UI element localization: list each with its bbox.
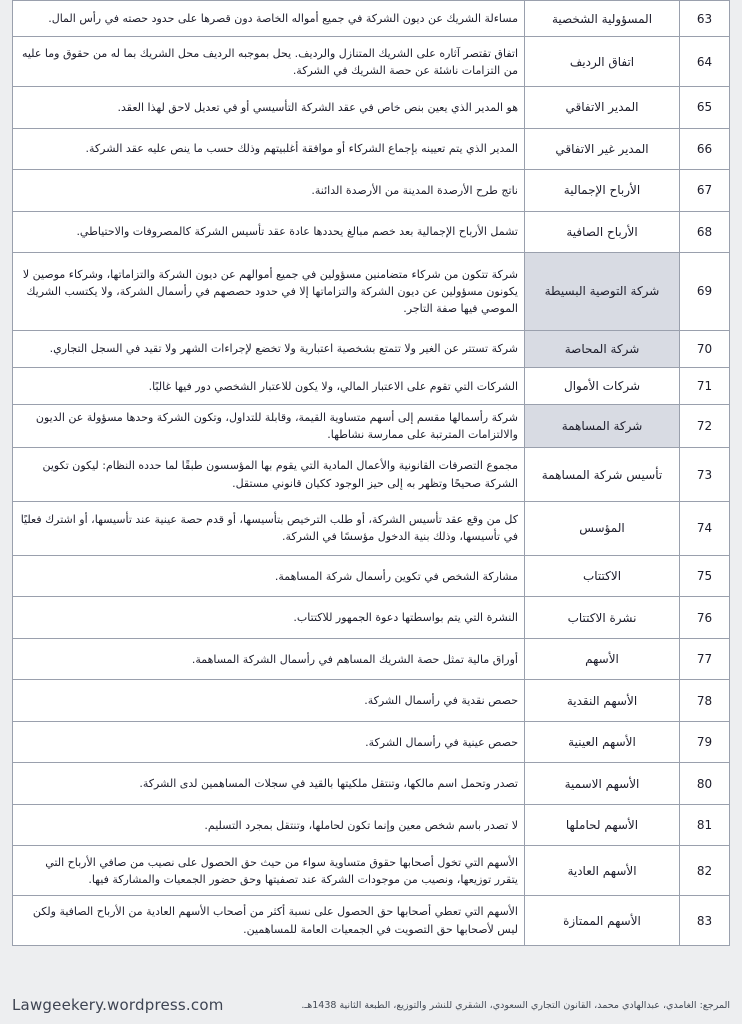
row-number: 66 <box>680 128 730 169</box>
term-cell: اتفاق الرديف <box>525 37 680 87</box>
row-number: 74 <box>680 501 730 555</box>
table-row <box>13 368 730 405</box>
table-row <box>13 405 730 448</box>
term-cell: شركات الأموال <box>525 368 680 405</box>
definition-cell: حصص نقدية في رأسمال الشركة. <box>13 680 525 721</box>
term-cell: نشرة الاكتتاب <box>525 597 680 638</box>
table-row <box>13 253 730 331</box>
row-number: 78 <box>680 680 730 721</box>
row-number: 79 <box>680 721 730 762</box>
row-number: 73 <box>680 448 730 502</box>
definition-cell: لا تصدر باسم شخص معين وإنما تكون لحاملها، وتنتقل بمجرد التسليم. <box>13 804 525 845</box>
row-number: 75 <box>680 555 730 596</box>
table-row <box>13 128 730 169</box>
term-cell: المؤسس <box>525 501 680 555</box>
term-cell: المسؤولية الشخصية <box>525 1 680 37</box>
definition-cell: هو المدير الذي يعين بنص خاص في عقد الشركة التأسيسي أو في تعديل لاحق لهذا العقد. <box>13 87 525 128</box>
row-number: 83 <box>680 896 730 946</box>
term-cell: الاكتتاب <box>525 555 680 596</box>
term-cell: الأسهم الاسمية <box>525 763 680 804</box>
table-row <box>13 211 730 252</box>
table-row <box>13 87 730 128</box>
reference-citation: المرجع: الغامدي، عبدالهادي محمد، القانون التجاري السعودي، الشقري للنشر والتوزيع، الطبعة الثانية 1438هـ. <box>301 1000 730 1011</box>
term-cell: تأسيس شركة المساهمة <box>525 448 680 502</box>
definition-cell: مشاركة الشخص في تكوين رأسمال شركة المساهمة. <box>13 555 525 596</box>
table-row <box>13 680 730 721</box>
table-row <box>13 721 730 762</box>
definition-cell: شركة رأسمالها مقسم إلى أسهم متساوية القيمة، وقابلة للتداول، وتكون الشركة وحدها مسؤولة عن الديون والالتزامات المترتبة على ممارسة نشاطها. <box>13 405 525 448</box>
definition-cell: شركة تستتر عن الغير ولا تتمتع بشخصية اعتبارية ولا تخضع لإجراءات الشهر ولا تقيد في السجل التجاري. <box>13 330 525 367</box>
row-number: 80 <box>680 763 730 804</box>
row-number: 70 <box>680 330 730 367</box>
table-row <box>13 804 730 845</box>
row-number: 81 <box>680 804 730 845</box>
row-number: 69 <box>680 253 730 331</box>
term-cell: الأسهم العادية <box>525 846 680 896</box>
definition-cell: تصدر وتحمل اسم مالكها، وتنتقل ملكيتها بالقيد في سجلات المساهمين لدى الشركة. <box>13 763 525 804</box>
definition-cell: مساءلة الشريك عن ديون الشركة في جميع أمواله الخاصة دون قصرها على حدود حصته في رأس المال. <box>13 1 525 37</box>
row-number: 77 <box>680 638 730 679</box>
definition-cell: اتفاق تقتصر آثاره على الشريك المتنازل والرديف. يحل بموجبه الرديف محل الشريك بما له من حقوق وما عليه من التزامات ناشئة عن حصة الشريك في الشركة. <box>13 37 525 87</box>
term-cell: الأرباح الصافية <box>525 211 680 252</box>
row-number: 67 <box>680 170 730 211</box>
table-row <box>13 170 730 211</box>
row-number: 82 <box>680 846 730 896</box>
row-number: 65 <box>680 87 730 128</box>
table-row <box>13 501 730 555</box>
table-row <box>13 896 730 946</box>
definition-cell: الشركات التي تقوم على الاعتبار المالي، ولا يكون للاعتبار الشخصي دور فيها غالبًا. <box>13 368 525 405</box>
table-row <box>13 638 730 679</box>
row-number: 71 <box>680 368 730 405</box>
definition-cell: النشرة التي يتم بواسطتها دعوة الجمهور للاكتتاب. <box>13 597 525 638</box>
terms-table-body <box>13 1 730 946</box>
table-row <box>13 1 730 37</box>
definition-cell: ناتج طرح الأرصدة المدينة من الأرصدة الدائنة. <box>13 170 525 211</box>
term-cell: الأسهم لحاملها <box>525 804 680 845</box>
table-row <box>13 597 730 638</box>
website-url[interactable]: Lawgeekery.wordpress.com <box>12 996 224 1014</box>
definition-cell: أوراق مالية تمثل حصة الشريك المساهم في رأسمال الشركة المساهمة. <box>13 638 525 679</box>
table-row <box>13 555 730 596</box>
definition-cell: المدير الذي يتم تعيينه بإجماع الشركاء أو موافقة أغلبيتهم وذلك حسب ما ينص عليه عقد الشركة. <box>13 128 525 169</box>
term-cell: شركة المحاصة <box>525 330 680 367</box>
term-cell: المدير غير الاتفاقي <box>525 128 680 169</box>
table-row <box>13 37 730 87</box>
term-cell: الأسهم الممتازة <box>525 896 680 946</box>
table-row <box>13 330 730 367</box>
table-row <box>13 846 730 896</box>
row-number: 68 <box>680 211 730 252</box>
term-cell: الأسهم العينية <box>525 721 680 762</box>
row-number: 76 <box>680 597 730 638</box>
term-cell: المدير الاتفاقي <box>525 87 680 128</box>
table-row <box>13 448 730 502</box>
definition-cell: كل من وقع عقد تأسيس الشركة، أو طلب الترخيص بتأسيسها، أو قدم حصة عينية عند تأسيسها، أو اشترك فعليًا في تأسيسها، وذلك بنية الدخول مؤسسًا في الشركة. <box>13 501 525 555</box>
definition-cell: شركة تتكون من شركاء متضامنين مسؤولين في جميع أموالهم عن ديون الشركة والتزاماتها، وشركاء موصين لا يكونون مسؤولين عن ديون الشركة والتزاماتها إلا في حدود حصصهم في رأسمال الشركة، ولا يكتسب الشريك الموصي فيها صفة التاجر. <box>13 253 525 331</box>
row-number: 64 <box>680 37 730 87</box>
row-number: 72 <box>680 405 730 448</box>
term-cell: شركة المساهمة <box>525 405 680 448</box>
row-number: 63 <box>680 1 730 37</box>
footer <box>12 994 730 1020</box>
term-cell: الأسهم <box>525 638 680 679</box>
table-row <box>13 763 730 804</box>
term-cell: الأسهم النقدية <box>525 680 680 721</box>
definition-cell: الأسهم التي تعطي أصحابها حق الحصول على نسبة أكثر من أصحاب الأسهم العادية من الأرباح الصافية ولكن ليس لأصحابها حق التصويت في الجمعيات العامة للمساهمين. <box>13 896 525 946</box>
definition-cell: حصص عينية في رأسمال الشركة. <box>13 721 525 762</box>
term-cell: شركة التوصية البسيطة <box>525 253 680 331</box>
definition-cell: مجموع التصرفات القانونية والأعمال المادية التي يقوم بها المؤسسون طبقًا لما حدده النظام: ليكون تكوين الشركة صحيحًا وتظهر به إلى حيز الوجود ككيان قانوني مستقل. <box>13 448 525 502</box>
terms-table <box>12 0 730 946</box>
definition-cell: تشمل الأرباح الإجمالية بعد خصم مبالغ يحددها عادة عقد تأسيس الشركة كالمصروفات والاحتياطي. <box>13 211 525 252</box>
term-cell: الأرباح الإجمالية <box>525 170 680 211</box>
definition-cell: الأسهم التي تخول أصحابها حقوق متساوية سواء من حيث حق الحصول على نصيب من صافي الأرباح التي يتقرر توزيعها، ونصيب من موجودات الشركة عند تصفيتها وحق حضور الجمعيات والمشاركة فيها. <box>13 846 525 896</box>
